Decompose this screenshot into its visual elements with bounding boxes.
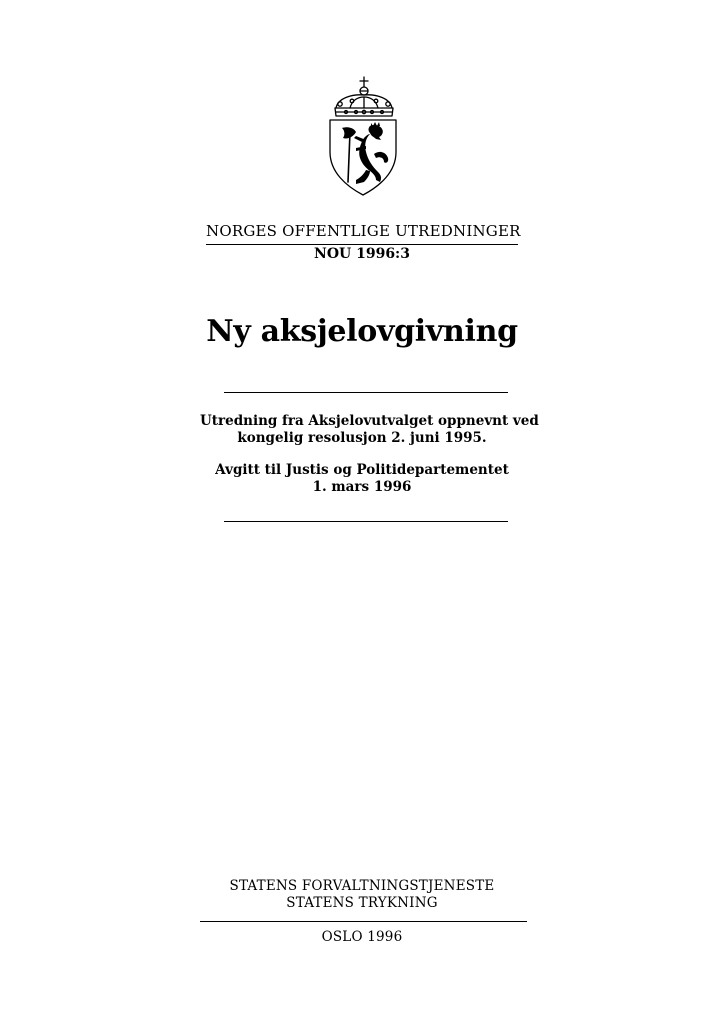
subtitle-line: Utredning fra Aksjelovutvalget oppnevnt ved — [200, 413, 539, 429]
coat-of-arms-icon — [326, 74, 400, 198]
series-title: NORGES OFFENTLIGE UTREDNINGER — [206, 222, 521, 240]
divider — [200, 921, 527, 922]
document-subtitle — [200, 413, 539, 447]
delivery-statement — [200, 462, 524, 496]
delivery-date: 1. mars 1996 — [312, 479, 412, 495]
document-title: Ny aksjelovgivning — [206, 314, 518, 349]
publisher-line: STATENS FORVALTNINGSTJENESTE — [229, 878, 495, 894]
place-and-year: OSLO 1996 — [321, 929, 403, 945]
delivery-line: Avgitt til Justis og Politidepartementet — [215, 462, 509, 478]
divider — [224, 521, 508, 522]
divider — [224, 392, 508, 393]
divider — [206, 244, 518, 245]
publisher-line: STATENS TRYKNING — [286, 895, 438, 911]
subtitle-line: kongelig resolusjon 2. juni 1995. — [237, 430, 487, 446]
nou-number: NOU 1996:3 — [314, 246, 410, 262]
publisher — [200, 878, 524, 912]
